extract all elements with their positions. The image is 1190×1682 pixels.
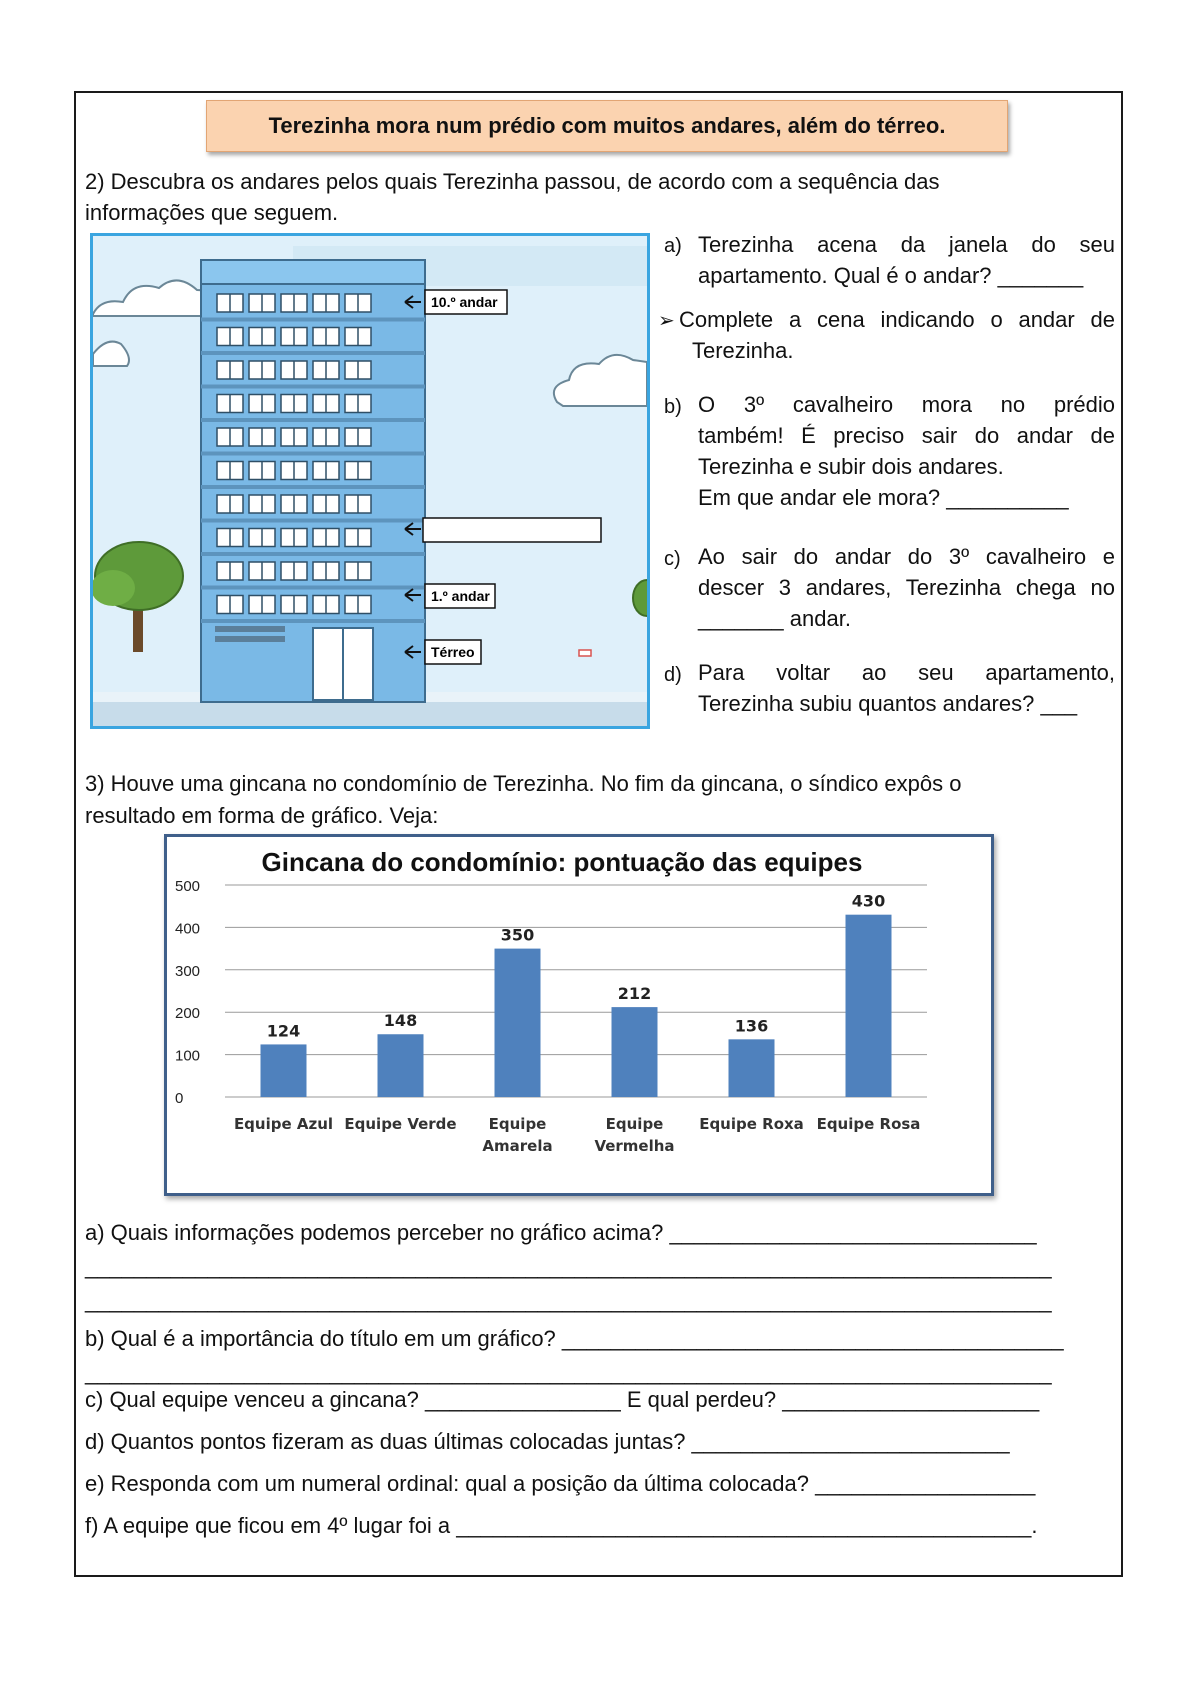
y-tick-label: 0 (175, 1090, 184, 1107)
title-banner: Terezinha mora num prédio com muitos andares, além do térreo. (206, 100, 1008, 152)
bar (378, 1034, 424, 1097)
data-label: 136 (734, 1016, 769, 1036)
q3-e: e) Responda com um numeral ordinal: qual a posição da última colocada? __________________ (85, 1471, 1036, 1496)
q2-c-line3: _______ andar. (698, 606, 851, 631)
q2-c-line2: descer 3 andares, Terezinha chega no (698, 575, 1115, 600)
data-label: 124 (266, 1021, 301, 1041)
x-tick-label: Vermelha (594, 1137, 675, 1155)
q3-c: c) Qual equipe venceu a gincana? ________________ E qual perdeu? _____________________ (85, 1387, 1040, 1412)
tree-icon (93, 542, 183, 652)
bar (729, 1039, 775, 1097)
q2-d-line1: Para voltar ao seu apartamento, (698, 660, 1115, 685)
q2-b-line2: também! É preciso sair do andar de (698, 423, 1115, 448)
x-tick-label: Equipe Rosa (816, 1115, 921, 1133)
x-tick-label: Equipe Roxa (699, 1115, 804, 1133)
label-10th-floor: 10.º andar (431, 294, 498, 310)
data-label: 212 (617, 984, 652, 1004)
x-tick-label: Equipe (488, 1115, 547, 1133)
x-tick-label: Equipe Azul (233, 1115, 334, 1133)
data-label: 350 (500, 925, 535, 945)
chart-plot (167, 837, 991, 1193)
x-tick-label: Equipe (605, 1115, 664, 1133)
q3-d: d) Quantos pontos fizeram as duas últimas colocadas juntas? __________________________ (85, 1429, 1010, 1454)
bar (261, 1044, 307, 1097)
bar-chart (164, 834, 994, 1196)
q3-b-line2: _______________________________________________________________________________ (85, 1360, 1052, 1385)
arrow-bullet-icon: ➢ (658, 310, 675, 332)
q2-a-line1: Terezinha acena da janela do seu (698, 232, 1115, 257)
q3-a-line2: _______________________________________________________________________________ (85, 1254, 1052, 1279)
bar (846, 915, 892, 1097)
y-tick-label: 100 (175, 1047, 201, 1065)
q3-intro-line2: resultado em forma de gráfico. Veja: (85, 803, 439, 828)
q3-a: a) Quais informações podemos perceber no gráfico acima? ______________________________ (85, 1220, 1037, 1245)
label-ground-floor: Térreo (431, 644, 475, 660)
building (201, 260, 425, 702)
data-label: 430 (851, 891, 886, 911)
bar (612, 1007, 658, 1097)
bar (495, 949, 541, 1097)
label-1st-floor: 1.º andar (431, 588, 490, 604)
tree-icon (633, 580, 647, 616)
q2-c-label: c) (664, 548, 681, 570)
building-svg (93, 236, 647, 726)
y-tick-label: 300 (175, 962, 201, 980)
q3-a-line3: _______________________________________________________________________________ (85, 1288, 1052, 1313)
data-label: 148 (383, 1011, 418, 1031)
q2-a-label: a) (664, 235, 682, 257)
q2-complete-line1: Complete a cena indicando o andar de (679, 307, 1115, 332)
q2-b-label: b) (664, 396, 682, 418)
q2-a-line2: apartamento. Qual é o andar? _______ (698, 263, 1084, 288)
x-tick-label: Equipe Verde (344, 1115, 457, 1133)
q2-b-line1: O 3º cavalheiro mora no prédio (698, 392, 1115, 417)
blank-floor-label[interactable] (423, 518, 601, 542)
q2-intro-line1: 2) Descubra os andares pelos quais Terezinha passou, de acordo com a sequência das (85, 169, 940, 194)
building-illustration (90, 233, 650, 729)
cloud-icon (554, 355, 647, 406)
cloud-icon (93, 342, 129, 366)
y-tick-label: 400 (175, 920, 201, 938)
q2-b-line4: Em que andar ele mora? __________ (698, 485, 1069, 510)
q2-complete-line2: Terezinha. (692, 338, 794, 363)
cloud-icon (93, 280, 214, 316)
chart-title: Gincana do condomínio: pontuação das equipes (261, 847, 863, 877)
x-tick-label: Amarela (482, 1137, 553, 1155)
q3-f: f) A equipe que ficou em 4º lugar foi a _______________________________________________. (85, 1513, 1038, 1538)
q2-c-line1: Ao sair do andar do 3º cavalheiro e (698, 544, 1115, 569)
y-tick-label: 500 (175, 878, 201, 895)
q2-d-line2: Terezinha subiu quantos andares? ___ (698, 691, 1078, 716)
q2-d-label: d) (664, 664, 682, 686)
q2-b-line3: Terezinha e subir dois andares. (698, 454, 1004, 479)
y-tick-label: 200 (175, 1005, 201, 1023)
q2-intro-line2: informações que seguem. (85, 200, 339, 225)
q3-b: b) Qual é a importância do título em um gráfico? _________________________________________ (85, 1326, 1064, 1351)
q3-intro-line1: 3) Houve uma gincana no condomínio de Terezinha. No fim da gincana, o síndico expôs o (85, 771, 962, 796)
